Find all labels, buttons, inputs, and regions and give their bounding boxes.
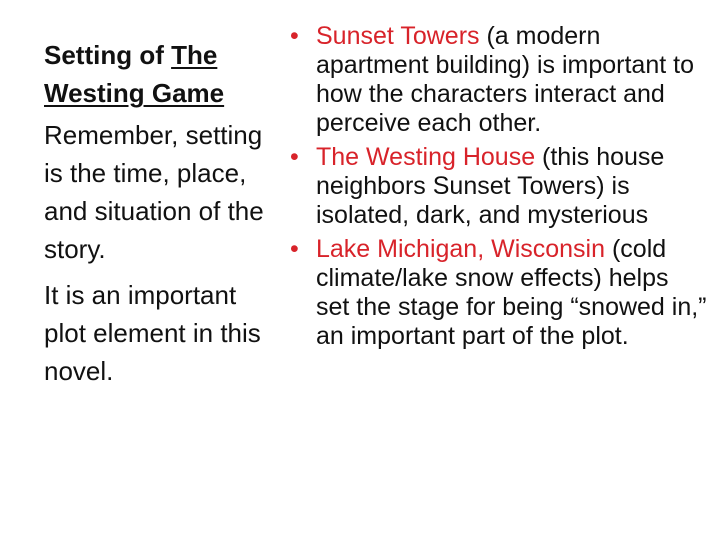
bullet-text: (cold climate/lake snow effects) helps set the stage for being “snowed in,” an important part of the plot. — [316, 235, 707, 350]
bullet-item-lake-michigan — [288, 235, 708, 351]
bullet-item-sunset-towers — [288, 22, 708, 138]
bullet-text: (a modern apartment building) is important to how the characters interact and perceive each other. — [316, 22, 694, 137]
bullet-dot-icon: • — [290, 143, 299, 171]
bullet-text: (this house neighbors Sunset Towers) is isolated, dark, and mysterious — [316, 143, 665, 229]
bullet-highlight: Sunset Towers — [316, 22, 480, 50]
plot-element-paragraph: It is an important plot element in this novel. — [44, 280, 261, 386]
left-column — [44, 36, 266, 398]
title-prefix: Setting of — [44, 40, 172, 70]
bullet-highlight: Lake Michigan, Wisconsin — [316, 235, 606, 263]
slide-title — [44, 36, 266, 112]
right-column — [288, 22, 708, 356]
title-book-name-line2: Westing Game — [44, 78, 225, 108]
bullet-item-westing-house — [288, 143, 708, 230]
bullet-dot-icon: • — [290, 22, 299, 50]
bullet-dot-icon: • — [290, 235, 299, 263]
setting-bullet-list — [288, 22, 708, 351]
title-book-name-line1: The — [171, 40, 218, 70]
bullet-highlight: The Westing House — [316, 143, 536, 171]
setting-definition-paragraph: Remember, setting is the time, place, and situation of the story. — [44, 120, 264, 264]
